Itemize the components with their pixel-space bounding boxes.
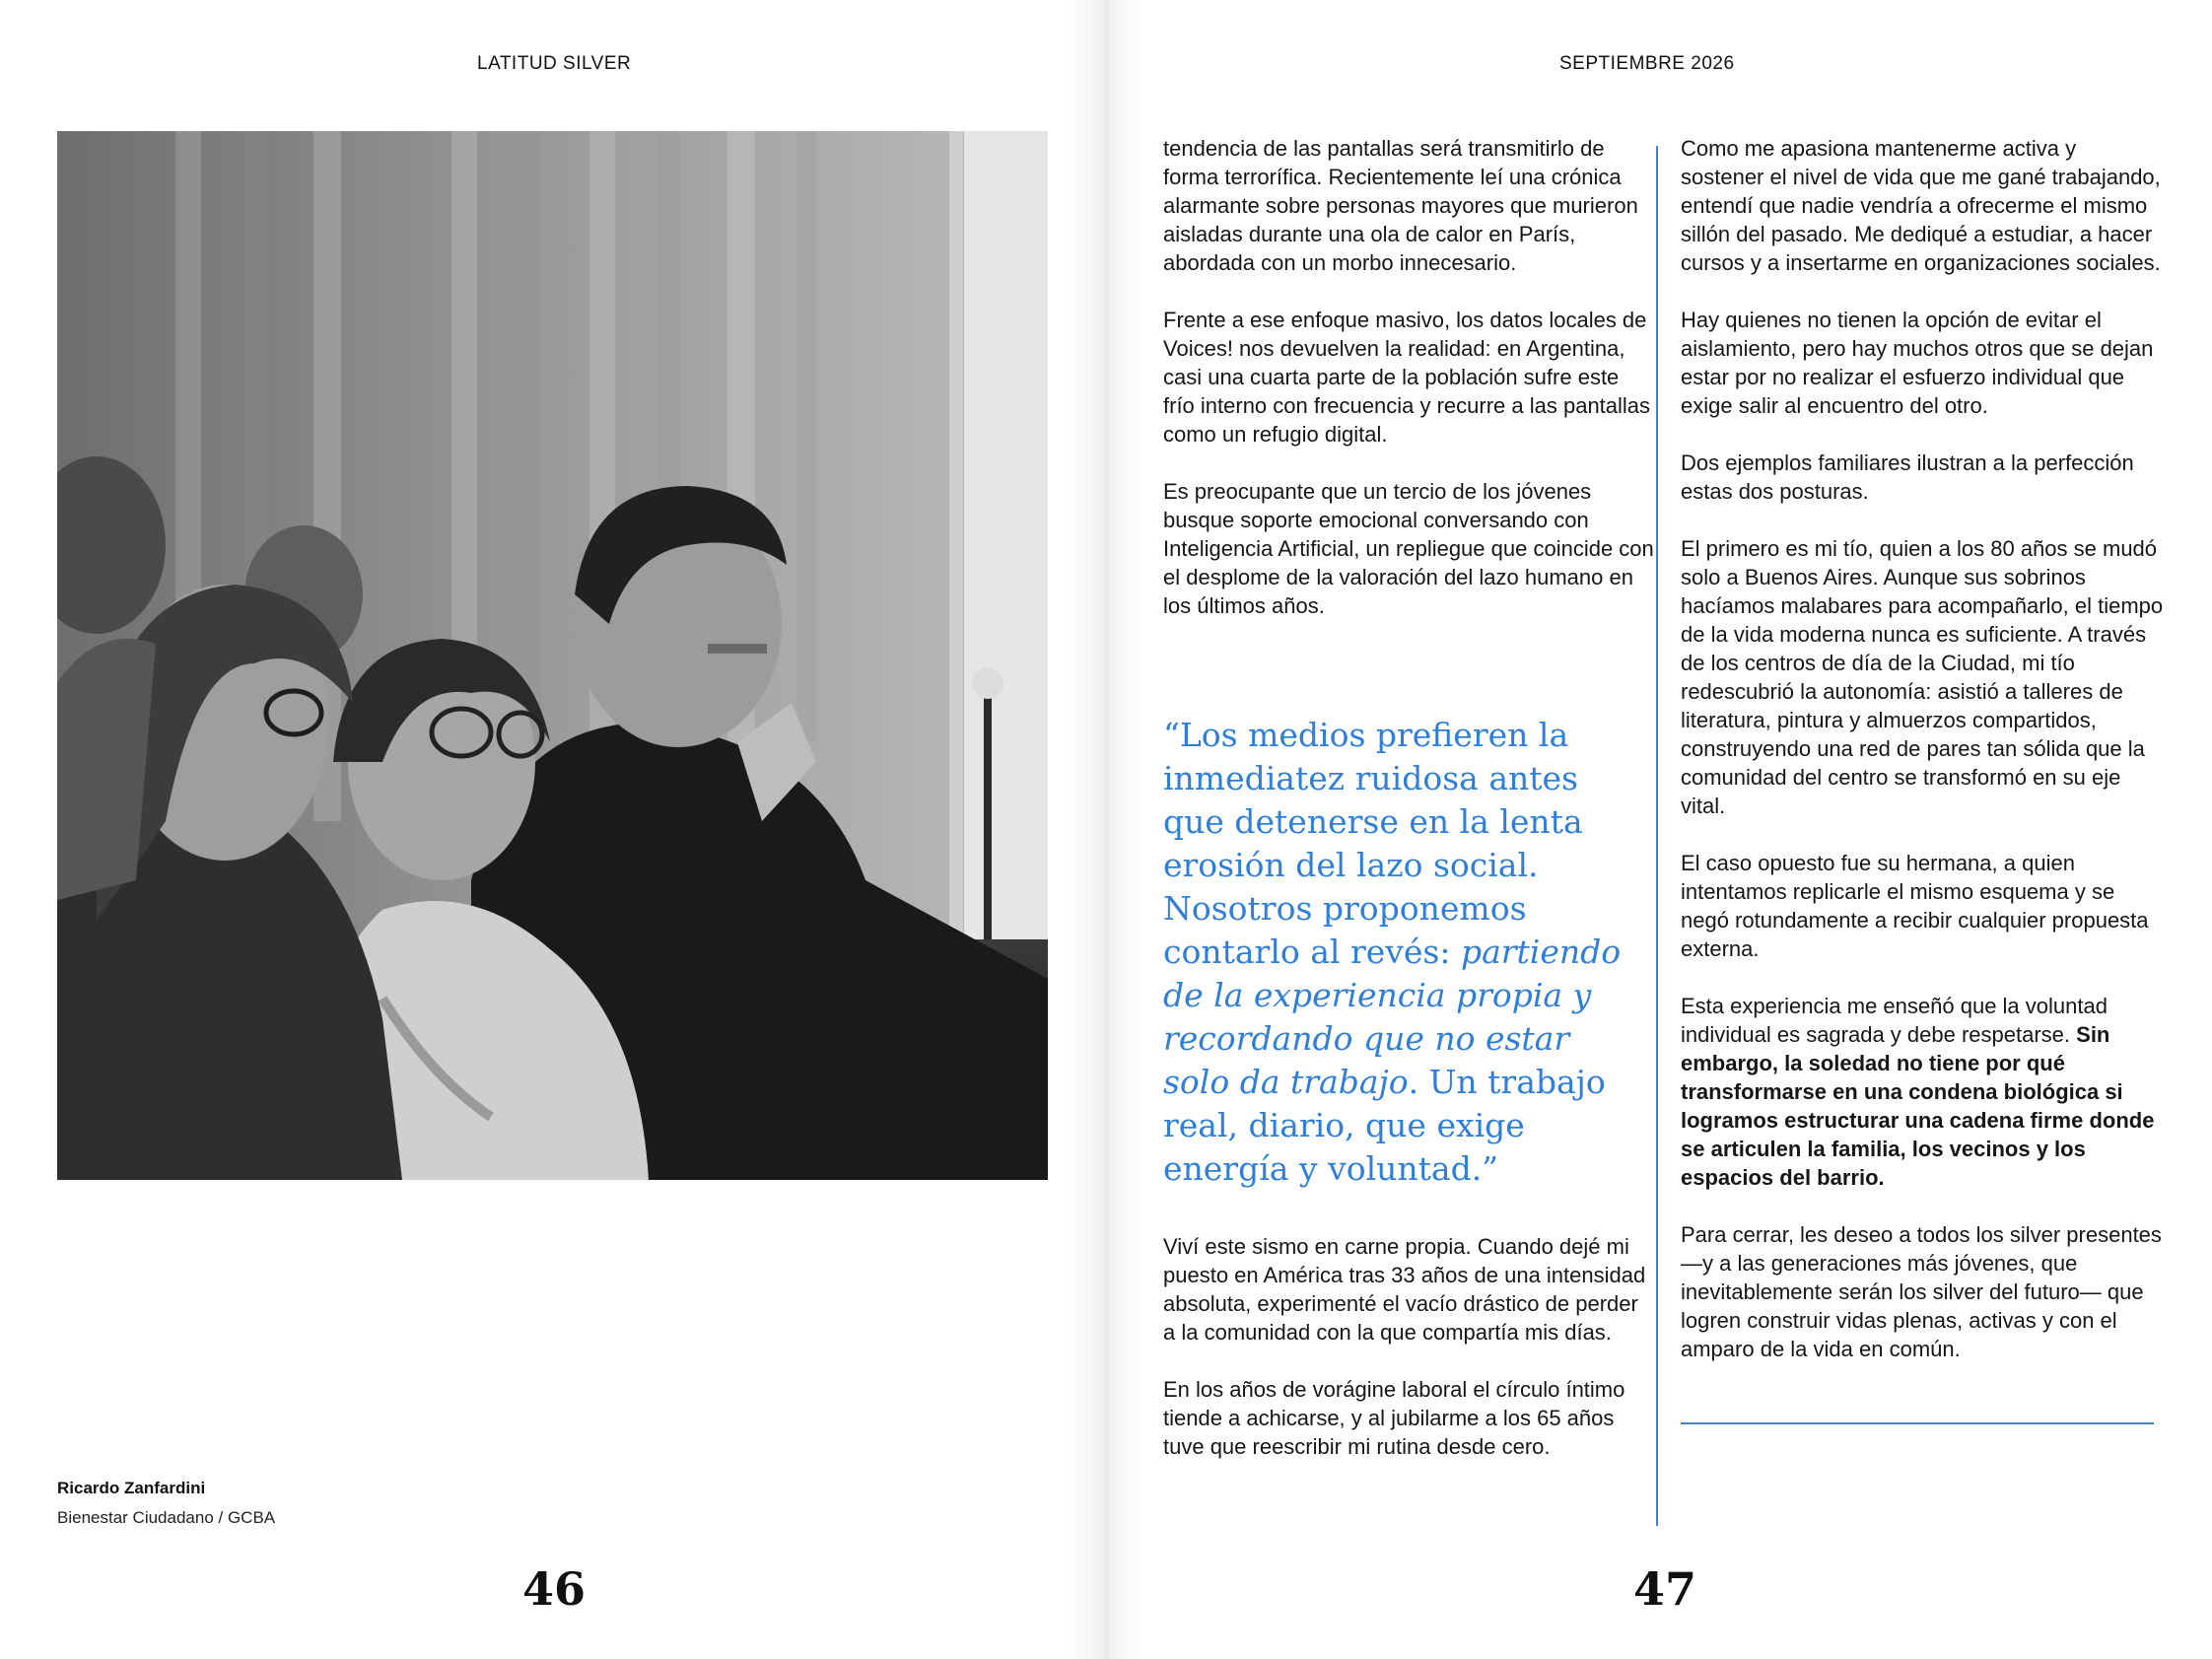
paragraph: Para cerrar, les deseo a todos los silver presentes —y a las generaciones más jóvenes, que inevitablemente serán los silver del futuro— que logren construir vidas plenas, activas y con el amparo de la vida en común.	[1681, 1222, 2162, 1361]
article-column-1-bottom	[1163, 1232, 1656, 1489]
page-number-left: 46	[522, 1562, 587, 1616]
pull-quote-text: “Los medios prefieren la inmediatez ruidosa antes que detenerse en la lenta erosión del lazo social. Nosotros proponemos contarlo al revés:	[1163, 716, 1583, 971]
paragraph: Hay quienes no tienen la opción de evitar el aislamiento, pero hay muchos otros que se dejan estar por no realizar el esfuerzo individual que exige salir al encuentro del otro.	[1681, 308, 2154, 418]
paragraph: Es preocupante que un tercio de los jóvenes busque soporte emocional conversando con Inteligencia Artificial, un repliegue que coincide con el desplome de la valoración del lazo humano en los últimos años.	[1163, 479, 1654, 618]
paragraph: Frente a ese enfoque masivo, los datos locales de Voices! nos devuelven la realidad: en Argentina, casi una cuarta parte de la población sufre este frío interno con frecuencia y recurre a las pantallas como un refugio digital.	[1163, 308, 1651, 447]
bold-statement: Sin embargo, la soledad no tiene por qué transformarse en una condena biológica si logramos estructurar una cadena firme donde se articulen la familia, los vecinos y los espacios del barrio.	[1681, 1022, 2155, 1190]
pull-quote-italic: partiendo de la experiencia propia y recordando que no estar solo da trabajo	[1163, 933, 1622, 1101]
paragraph: El caso opuesto fue su hermana, a quien intentamos replicarle el mismo esquema y se negó rotundamente a recibir cualquier propuesta externa.	[1681, 851, 2149, 961]
paragraph: Viví este sismo en carne propia. Cuando dejé mi puesto en América tras 33 años de una intensidad absoluta, experimenté el vacío drástico de perder a la comunidad con la que compartía mis días.	[1163, 1234, 1646, 1345]
end-rule	[1681, 1422, 2154, 1424]
paragraph-text: Esta experiencia me enseñó que la voluntad individual es sagrada y debe respetarse.	[1681, 994, 2108, 1047]
page-number-right: 47	[1633, 1562, 1697, 1616]
paragraph	[1681, 992, 2164, 1192]
paragraph: Como me apasiona mantenerme activa y sostener el nivel de vida que me gané trabajando, entendí que nadie vendría a ofrecerme el mismo sillón del pasado. Me dediqué a estudiar, a hacer cursos y a insertarme en organizaciones sociales.	[1681, 136, 2161, 275]
caption-name: Ricardo Zanfardini	[57, 1479, 206, 1497]
pull-quote-text-end: . Un trabajo real, diario, que exige energía y voluntad.”	[1163, 1063, 1606, 1188]
running-head-left: LATITUD SILVER	[477, 53, 632, 74]
column-divider	[1656, 146, 1658, 1526]
running-head-right: SEPTIEMBRE 2026	[1559, 53, 1735, 74]
pull-quote	[1163, 714, 1626, 1191]
article-column-1	[1163, 134, 1656, 649]
article-column-2	[1681, 134, 2164, 1392]
paragraph: El primero es mi tío, quien a los 80 años se mudó solo a Buenos Aires. Aunque sus sobrinos hacíamos malabares para acompañarlo, el tiempo de la vida moderna nunca es suficiente. A través de los centros de día de la Ciudad, mi tío redescubrió la autonomía: asistió a talleres de literatura, pintura y almuerzos compartidos, construyendo una red de pares tan sólida que la comunidad del centro se transformó en su eje vital.	[1681, 536, 2164, 818]
caption-role: Bienestar Ciudadano / GCBA	[57, 1508, 276, 1527]
event-photo	[57, 131, 1048, 1180]
paragraph: En los años de vorágine laboral el círculo íntimo tiende a achicarse, y al jubilarme a los 65 años tuve que reescribir mi rutina desde cero.	[1163, 1377, 1625, 1459]
paragraph: Dos ejemplos familiares ilustran a la perfección estas dos posturas.	[1681, 450, 2134, 504]
paragraph: tendencia de las pantallas será transmitirlo de forma terrorífica. Recientemente leí una crónica alarmante sobre personas mayores que murieron aisladas durante una ola de calor en París, abordada con un morbo innecesario.	[1163, 136, 1638, 275]
